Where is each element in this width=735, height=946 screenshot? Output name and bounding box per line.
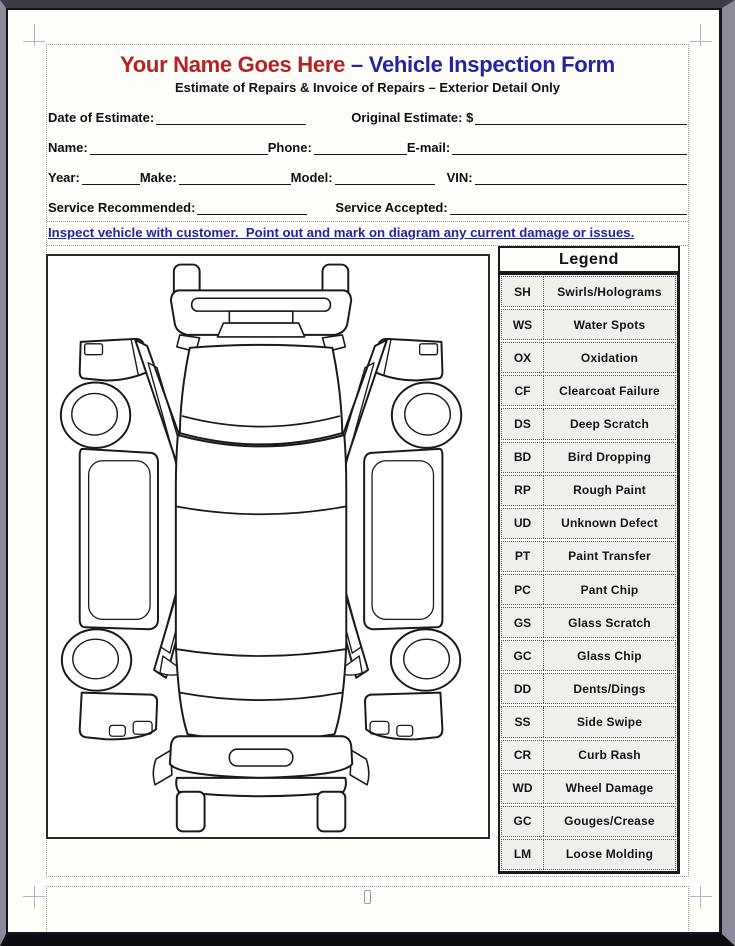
legend-row bbox=[501, 508, 676, 539]
legend-code: RP bbox=[502, 476, 544, 505]
legend-row bbox=[501, 640, 676, 671]
year-label: Year: bbox=[48, 170, 80, 185]
legend-label: Wheel Damage bbox=[565, 781, 654, 796]
page-title bbox=[47, 51, 688, 78]
make-input-line[interactable] bbox=[179, 175, 291, 185]
date-of-estimate-input-line[interactable] bbox=[156, 115, 306, 125]
legend-row bbox=[501, 408, 676, 439]
page-title-suffix: – Vehicle Inspection Form bbox=[351, 52, 615, 77]
legend-label: Side Swipe bbox=[576, 714, 643, 729]
legend-label: Deep Scratch bbox=[569, 416, 650, 431]
service-recommended-input-line[interactable] bbox=[197, 205, 307, 215]
legend-code: WD bbox=[502, 774, 544, 803]
legend-row bbox=[501, 541, 676, 572]
legend-code: PT bbox=[502, 542, 544, 571]
model-input-line[interactable] bbox=[335, 175, 435, 185]
legend-label: Paint Transfer bbox=[568, 549, 651, 564]
field-row-service bbox=[47, 191, 688, 221]
form-header bbox=[47, 45, 688, 101]
legend-code: GC bbox=[502, 641, 544, 670]
service-accepted-label: Service Accepted: bbox=[335, 200, 448, 215]
name-input-line[interactable] bbox=[90, 145, 268, 155]
legend-label: Bird Dropping bbox=[567, 450, 652, 465]
legend-row bbox=[501, 309, 676, 340]
margin-crop-mark bbox=[690, 41, 712, 42]
original-estimate-label: Original Estimate: $ bbox=[351, 110, 474, 125]
legend-row bbox=[501, 706, 676, 737]
year-input-line[interactable] bbox=[82, 175, 140, 185]
legend-code: CR bbox=[502, 741, 544, 770]
legend-row bbox=[501, 740, 676, 771]
legend-label: Glass Scratch bbox=[568, 615, 651, 630]
vin-label: VIN: bbox=[446, 170, 473, 185]
legend-code: SH bbox=[502, 277, 544, 306]
legend-label: Loose Molding bbox=[565, 847, 654, 862]
margin-crop-mark bbox=[700, 886, 701, 908]
date-of-estimate-label: Date of Estimate: bbox=[48, 110, 155, 125]
field-row-contact bbox=[47, 131, 688, 161]
legend-row bbox=[501, 607, 676, 638]
legend bbox=[498, 246, 680, 874]
legend-row bbox=[501, 806, 676, 837]
legend-label: Rough Paint bbox=[573, 483, 646, 498]
form-body bbox=[46, 44, 689, 877]
field-row-vehicle bbox=[47, 161, 688, 191]
margin-crop-mark bbox=[700, 24, 701, 46]
car-top-view-open-doors-icon bbox=[48, 256, 488, 837]
legend-row bbox=[501, 442, 676, 473]
legend-title: Legend bbox=[498, 246, 680, 273]
phone-input-line[interactable] bbox=[314, 145, 407, 155]
legend-label: Pant Chip bbox=[580, 582, 639, 597]
margin-crop-mark bbox=[34, 886, 35, 908]
inspection-instruction-text: Inspect vehicle with customer. Point out and mark on diagram any current damage or issues. bbox=[47, 221, 688, 246]
legend-row bbox=[501, 773, 676, 804]
document-page bbox=[6, 8, 722, 934]
footer-paragraph-area[interactable] bbox=[46, 886, 689, 933]
legend-code: PC bbox=[502, 575, 544, 604]
page-title-name: Your Name Goes Here bbox=[120, 52, 346, 77]
email-input-line[interactable] bbox=[452, 145, 687, 155]
field-row-estimate bbox=[47, 101, 688, 131]
service-accepted-input-line[interactable] bbox=[450, 205, 687, 215]
legend-code: CF bbox=[502, 376, 544, 405]
vehicle-damage-diagram[interactable] bbox=[46, 254, 490, 839]
legend-label: Water Spots bbox=[573, 317, 646, 332]
legend-label: Gouges/Crease bbox=[564, 814, 655, 829]
legend-code: OX bbox=[502, 343, 544, 372]
legend-row bbox=[501, 375, 676, 406]
legend-label: Glass Chip bbox=[577, 648, 642, 663]
legend-label: Dents/Dings bbox=[573, 681, 646, 696]
legend-code: WS bbox=[502, 310, 544, 339]
legend-row bbox=[501, 342, 676, 373]
legend-code: UD bbox=[502, 509, 544, 538]
legend-code: DS bbox=[502, 409, 544, 438]
name-label: Name: bbox=[48, 140, 88, 155]
text-cursor-mark bbox=[364, 890, 371, 904]
legend-label: Curb Rash bbox=[578, 748, 641, 763]
original-estimate-input-line[interactable] bbox=[475, 115, 687, 125]
make-label: Make: bbox=[139, 170, 177, 185]
page-subtitle: Estimate of Repairs & Invoice of Repairs – Exterior Detail Only bbox=[174, 80, 561, 95]
legend-code: LM bbox=[502, 840, 544, 869]
legend-row bbox=[501, 475, 676, 506]
legend-row bbox=[501, 574, 676, 605]
vin-input-line[interactable] bbox=[475, 175, 687, 185]
legend-label: Oxidation bbox=[580, 350, 639, 365]
margin-crop-mark bbox=[34, 24, 35, 46]
margin-crop-mark bbox=[690, 896, 712, 897]
legend-code: SS bbox=[502, 707, 544, 736]
legend-code: BD bbox=[502, 443, 544, 472]
form-content bbox=[46, 44, 689, 933]
legend-label: Swirls/Holograms bbox=[557, 284, 662, 299]
legend-code: GS bbox=[502, 608, 544, 637]
diagram-and-legend-section bbox=[47, 246, 688, 876]
legend-table bbox=[498, 273, 680, 874]
legend-row bbox=[501, 673, 676, 704]
email-label: E-mail: bbox=[406, 140, 451, 155]
legend-label: Unknown Defect bbox=[561, 516, 658, 531]
phone-label: Phone: bbox=[267, 140, 312, 155]
legend-code: DD bbox=[502, 674, 544, 703]
legend-row bbox=[501, 839, 676, 870]
legend-row bbox=[501, 276, 676, 307]
legend-label: Clearcoat Failure bbox=[559, 383, 660, 398]
service-recommended-label: Service Recommended: bbox=[48, 200, 196, 215]
legend-code: GC bbox=[502, 807, 544, 836]
model-label: Model: bbox=[290, 170, 333, 185]
